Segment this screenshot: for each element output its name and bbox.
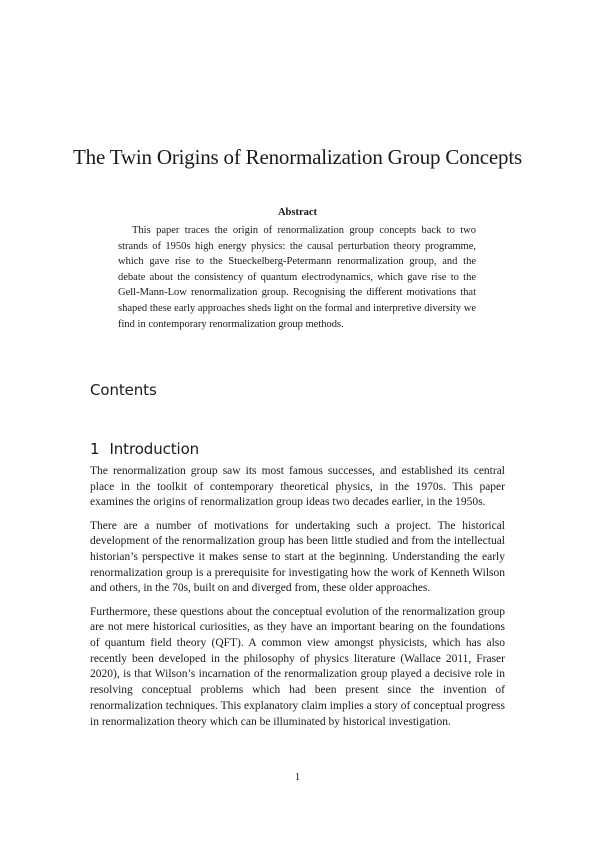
section-title: Introduction [109,440,200,459]
introduction-heading [90,439,199,459]
paper-title: The Twin Origins of Renormalization Group Concepts [73,145,522,170]
abstract-heading: Abstract [277,207,318,218]
abstract-text: This paper traces the origin of renormalization group concepts back to two strands of 1950s high energy physics: the causal perturbation theory programme, which gave rise to the Stueckelberg-Petermann renormalization group, and the debate about the consistency of quantum electrodynamics, which gave rise to the Gell-Mann-Low renormalization group. Recognising the different motivations that shaped these early approaches sheds light on the formal and interpretive diversity we find in contemporary renormalization group methods. [118,225,476,330]
paragraph: The renormalization group saw its most famous successes, and established its central place in the toolkit of contemporary theoretical physics, in the 1970s. This paper examines the origins of renormalization group ideas two decades earlier, in the 1950s. [90,465,505,509]
paragraph: Furthermore, these questions about the conceptual evolution of the renormalization group are not mere historical curiosities, as they have an important bearing on the foundations of quantum field theory (QFT). A common view amongst physicists, which has also recently been developed in the philosophy of physics literature (Wallace 2011, Fraser 2020), is that Wilson’s incarnation of the renormalization group played a decisive role in resolving conceptual problems which had been present since the invention of renormalization techniques. This explanatory claim implies a story of conceptual progress in renormalization theory which can be illuminated by historical investigation. [90,605,505,728]
introduction-body [90,464,505,738]
paragraph: There are a number of motivations for undertaking such a project. The historical development of the renormalization group has been little studied and from the intellectual historian’s perspective it makes sense to start at the beginning. Understanding the early renormalization group is a prerequisite for investigating how the work of Kenneth Wilson and others, in the 70s, built on and diverged from, these older approaches. [90,519,505,595]
section-number: 1 [90,440,100,459]
contents-heading: Contents [90,381,157,400]
page-number: 1 [294,771,301,783]
